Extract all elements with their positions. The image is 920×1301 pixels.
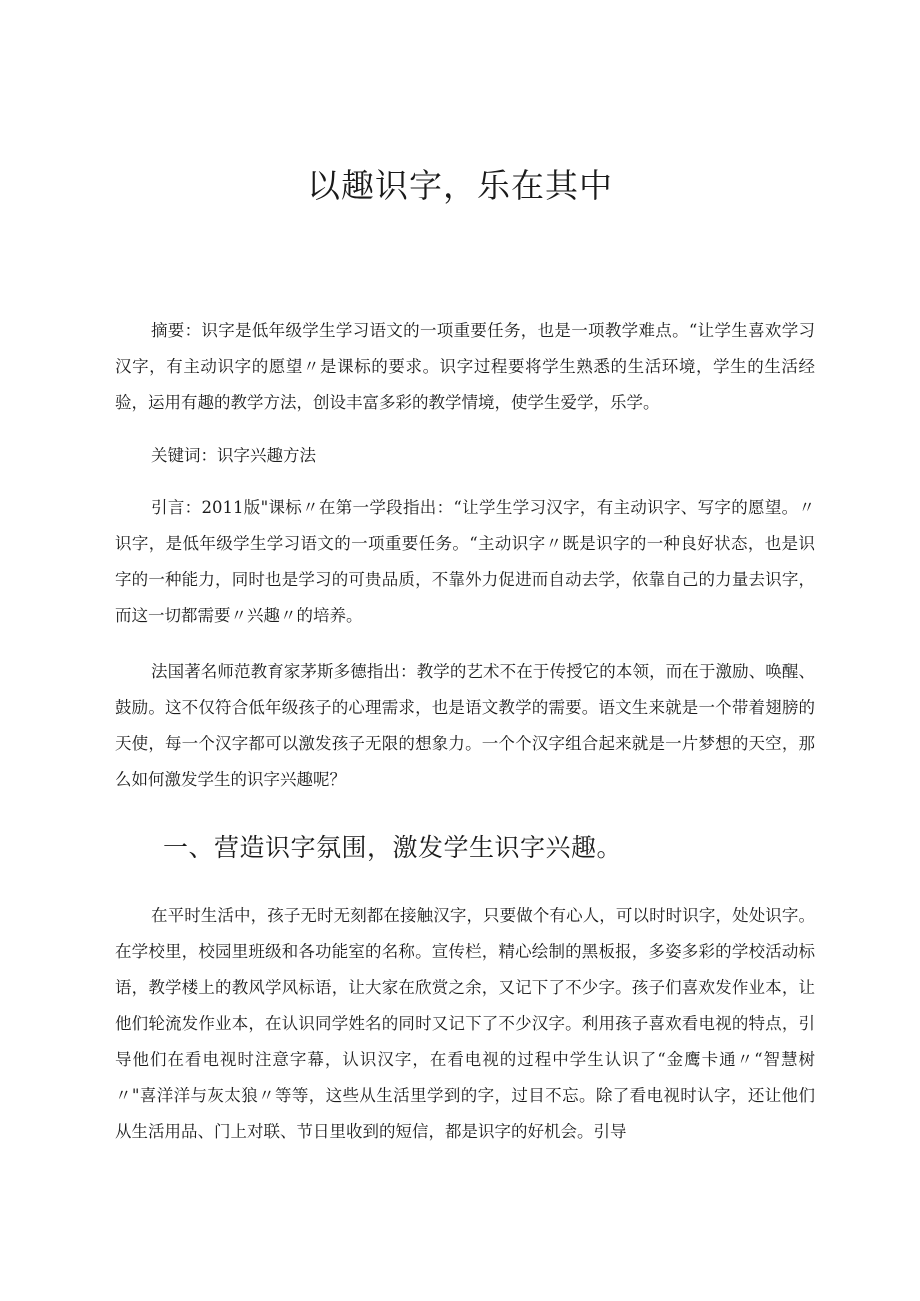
section-heading: 一、营造识字氛围，激发学生识字兴趣。 <box>163 833 623 862</box>
keywords-line: 关键词：识字兴趣方法 <box>151 446 316 465</box>
document-title: 以趣识字，乐在其中 <box>307 166 613 205</box>
section-paragraph: 在平时生活中，孩子无时无刻都在接触汉字，只要做个有心人，可以时时识字，处处识字。在学校里，校园里班级和各功能室的名称。宣传栏，精心绘制的黑板报，多姿多彩的学校活动标语，教学楼上的教风学风标语，让大家在欣赏之余，又记下了不少字。孩子们喜欢发作业本，让他们轮流发作业本，在认识同学姓名的同时又记下了不少汉字。利用孩子喜欢看电视的特点，引导他们在看电视时注意字幕，认识汉字，在看电视的过程中学生认识了“金鹰卡通〃“智慧树〃"喜洋洋与灰太狼〃等等，这些从生活里学到的字，过目不忘。除了看电视时认字，还让他们从生活用品、门上对联、节日里收到的短信，都是识字的好机会。引导 <box>115 906 815 1141</box>
body-paragraph: 法国著名师范教育家茅斯多德指出：教学的艺术不在于传授它的本领，而在于激励、唤醒、鼓励。这不仅符合低年级孩子的心理需求，也是语文教学的需要。语文生来就是一个带着翅膀的天使，每一个汉字都可以激发孩子无限的想象力。一个个汉字组合起来就是一片梦想的天空，那么如何激发学生的识字兴趣呢？ <box>115 662 815 789</box>
abstract-paragraph: 摘要：识字是低年级学生学习语文的一项重要任务，也是一项教学难点。“让学生喜欢学习汉字，有主动识字的愿望〃是课标的要求。识字过程要将学生熟悉的生活环境，学生的生活经验，运用有趣的教学方法，创设丰富多彩的教学情境，使学生爱学，乐学。 <box>115 321 815 412</box>
introduction-paragraph: 引言：2011版"课标〃在第一学段指出：“让学生学习汉字，有主动识字、写字的愿望。〃识字，是低年级学生学习语文的一项重要任务。“主动识字〃既是识字的一种良好状态，也是识字的一种能力，同时也是学习的可贵品质，不靠外力促进而自动去学，依靠自己的力量去识字，而这一切都需要〃兴趣〃的培养。 <box>115 498 815 625</box>
